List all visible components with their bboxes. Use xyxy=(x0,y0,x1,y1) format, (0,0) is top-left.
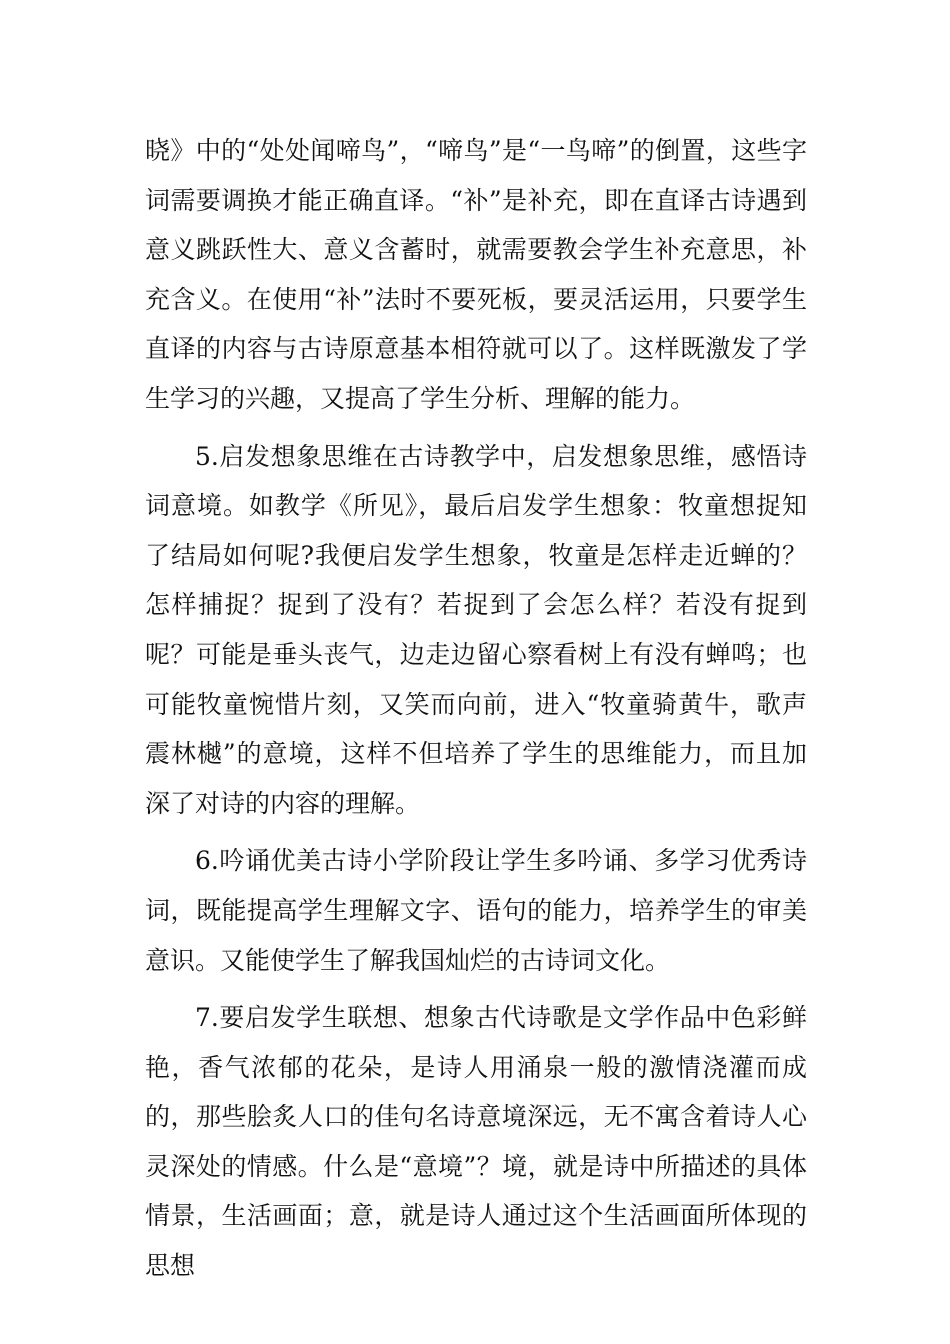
paragraph-continuation: 晓》中的“处处闻啼鸟”，“啼鸟”是“一鸟啼”的倒置，这些字词需要调换才能正确直译。“补”是补充，即在直译古诗遇到意义跳跃性大、意义含蓄时，就需要教会学生补充意思，补充含义。在使用“补”法时不要死板，要灵活运用，只要学生直译的内容与古诗原意基本相符就可以了。这样既激发了学生学习的兴趣，又提高了学生分析、理解的能力。 xyxy=(145,136,807,413)
paragraph-association: 7.要启发学生联想、想象古代诗歌是文学作品中色彩鲜艳，香气浓郁的花朵，是诗人用涌泉一般的激情浇灌而成的，那些脍炙人口的佳句名诗意境深远，无不寓含着诗人心灵深处的情感。什么是“意境”？境，就是诗中所描述的具体情景，生活画面；意，就是诗人通过这个生活画面所体现的思想 xyxy=(145,1003,807,1281)
paragraph-recitation: 6.吟诵优美古诗小学阶段让学生多吟诵、多学习优秀诗词，既能提高学生理解文字、语句的能力，培养学生的审美意识。又能使学生了解我国灿烂的古诗词文化。 xyxy=(145,846,807,975)
document-page xyxy=(145,126,807,1291)
paragraph-imagination: 5.启发想象思维在古诗教学中，启发想象思维，感悟诗词意境。如教学《所见》，最后启发学生想象：牧童想捉知了结局如何呢?我便启发学生想象，牧童是怎样走近蝉的？怎样捕捉？捉到了没有？若捉到了会怎么样？若没有捉到呢？可能是垂头丧气，边走边留心察看树上有没有蝉鸣；也可能牧童惋惜片刻，又笑而向前，进入“牧童骑黄牛，歌声震林樾”的意境，这样不但培养了学生的思维能力，而且加深了对诗的内容的理解。 xyxy=(145,441,807,818)
